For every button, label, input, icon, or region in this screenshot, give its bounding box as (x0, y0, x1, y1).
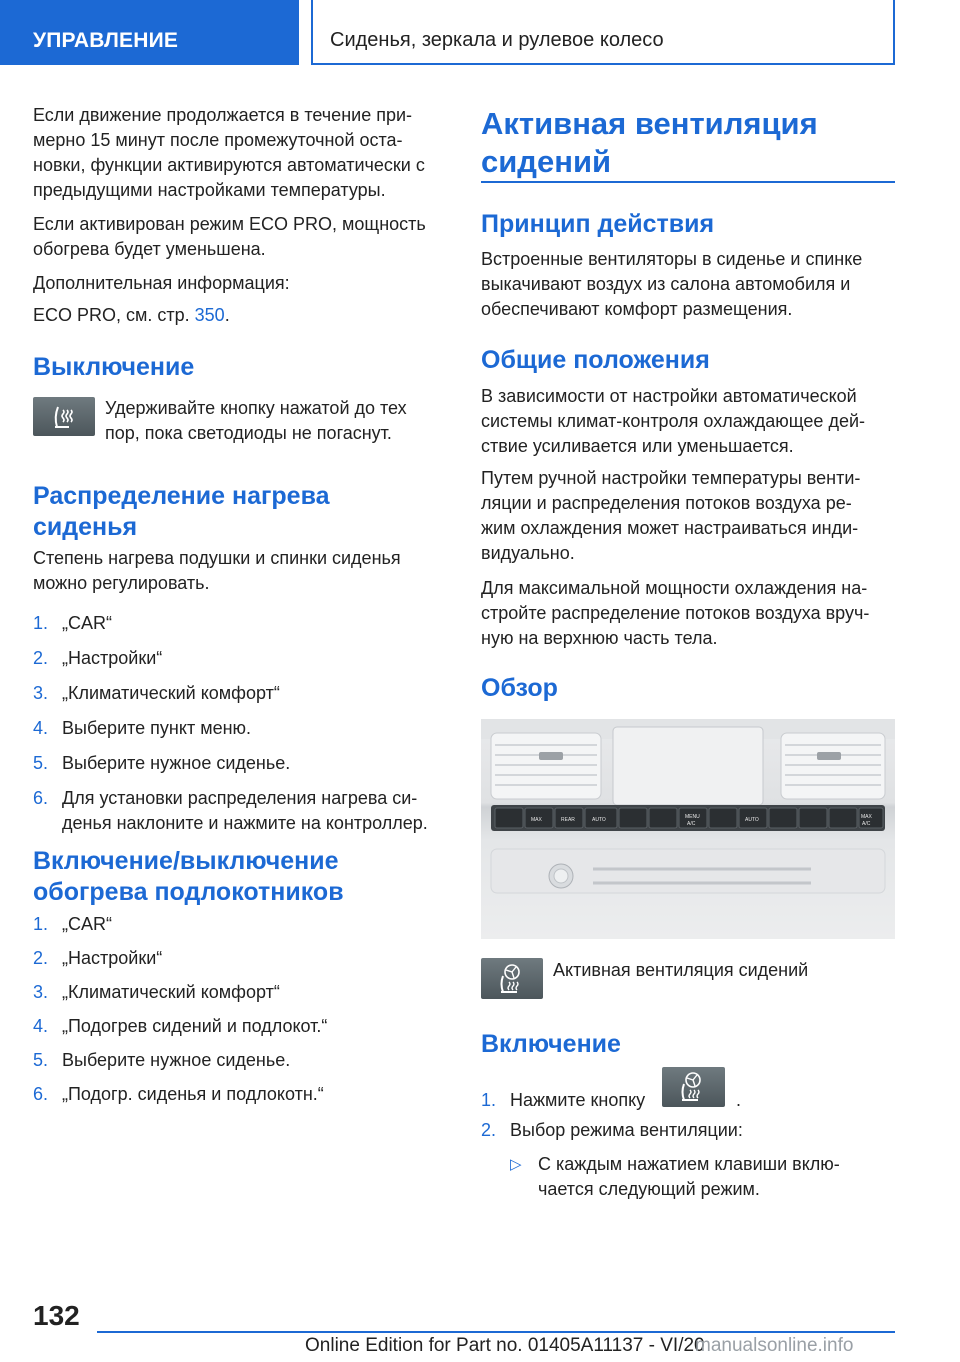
seat-ventilation-icon (662, 1067, 725, 1107)
list-item: 2. „Настройки“ (33, 948, 163, 968)
seat-heating-icon (33, 397, 95, 436)
footer-rule (97, 1331, 895, 1333)
general-paragraph-3: Для максимальной мощности охлаждения на- стройте распределение потоков воздуха вруч- ную на верхнюю часть тела. (481, 578, 870, 648)
chapter-title: Сиденья, зеркала и рулевое колесо (311, 0, 895, 65)
title-rule (481, 181, 895, 183)
off-heading: Выключение (33, 353, 195, 381)
bullet-triangle-icon: ▷ (510, 1156, 522, 1173)
page-link[interactable]: 350 (194, 305, 225, 325)
off-text: Удерживайте кнопку нажатой до тех пор, пока светодиоды не погаснут. (105, 398, 407, 443)
distribution-steps (33, 611, 445, 846)
armrest-heading: Включение/выключение обогрева подлокотников (33, 847, 344, 906)
svg-text:MAX: MAX (861, 814, 872, 820)
intro-paragraph-3: Дополнительная информация: (33, 273, 290, 293)
section-title: Активная вентиляция сидений (481, 106, 818, 179)
list-item: 4. „Подогрев сидений и подлокот.“ (33, 1016, 328, 1036)
general-paragraph-2: Путем ручной настройки температуры венти- ляции и распределения потоков воздуха ре- жим охлаждения может настраиваться инди- видуально. (481, 468, 861, 563)
icon-caption: Активная вентиляция сидений (553, 960, 809, 980)
svg-text:A/C: A/C (687, 821, 696, 827)
distribution-heading: Распределение нагрева сиденья (33, 482, 330, 541)
section-tab: УПРАВЛЕНИЕ (0, 0, 299, 65)
list-item: 6. Для установки распределения нагрева си- денья наклоните и нажмите на контроллер. (33, 788, 428, 833)
general-paragraph-1: В зависимости от настройки автоматической системы климат-контроля охлаждающее дей- ствие усиливается или уменьшается. (481, 386, 866, 456)
footer-edition: Online Edition for Part no. 01405A11137 - VI/20 (305, 1335, 705, 1356)
list-item: 5. Выберите нужное сиденье. (33, 753, 291, 773)
intro-paragraph-4: ECO PRO, см. стр. 350. (33, 305, 230, 325)
page-number: 132 (33, 1300, 80, 1331)
intro-paragraph-1: Если движение продолжается в течение при- мерно 15 минут после промежуточной оста- новки, функции активируются автоматически с предыдущими настройками температуры. (33, 105, 425, 200)
principle-text: Встроенные вентиляторы в сиденье и спинке выкачивают воздух из салона автомобиля и обеспечивают комфорт размещения. (481, 249, 863, 319)
svg-text:REAR: REAR (561, 817, 575, 823)
list-item: 5. Выберите нужное сиденье. (33, 1050, 291, 1070)
distribution-text: Степень нагрева подушки и спинки сиденья можно регулировать. (33, 548, 401, 593)
list-item: 2. „Настройки“ (33, 648, 163, 668)
intro-paragraph-2: Если активирован режим ECO PRO, мощность обогрева будет уменьшена. (33, 214, 426, 259)
on-heading: Включение (481, 1030, 621, 1058)
list-item: 3. „Климатический комфорт“ (33, 982, 280, 1002)
list-item: 3. „Климатический комфорт“ (33, 683, 280, 703)
list-item: 1. „CAR“ (33, 613, 112, 633)
svg-text:MAX: MAX (531, 817, 542, 823)
on-sub-item: ▷ С каждым нажатием клавиши вклю- чается следующий режим. (510, 1154, 840, 1199)
svg-text:MENU: MENU (685, 814, 700, 820)
list-item: 1. „CAR“ (33, 914, 112, 934)
svg-text:A/C: A/C (862, 821, 871, 827)
list-item: 4. Выберите пункт меню. (33, 718, 252, 738)
principle-heading: Принцип действия (481, 210, 715, 238)
overview-heading: Обзор (481, 674, 558, 702)
list-item: 6. „Подогр. сиденья и подлокотн.“ (33, 1084, 324, 1104)
general-heading: Общие положения (481, 346, 710, 374)
svg-text:AUTO: AUTO (592, 817, 606, 823)
seat-ventilation-icon (481, 958, 543, 999)
armrest-steps (33, 912, 445, 1116)
watermark: manualsonline.info (695, 1335, 854, 1356)
climate-panel-photo (481, 719, 895, 939)
svg-text:AUTO: AUTO (745, 817, 759, 823)
